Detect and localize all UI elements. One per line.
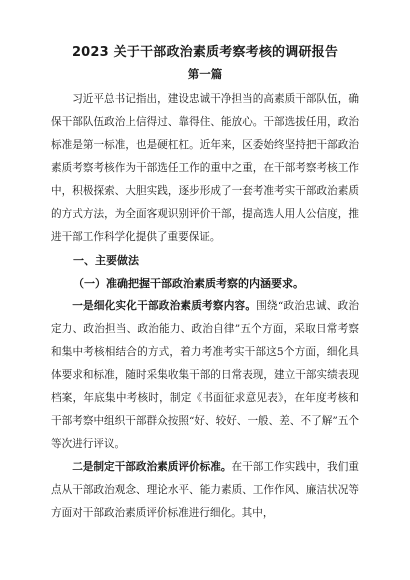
paragraph-lead: 一是细化实化干部政治素质考察内容。 [72,300,257,312]
paragraph-body: 围绕“政治忠诚、政治定力、政治担当、政治能力、政治自律”五个方面，采取日常考察和集中考核相结合的方式，着力考准考实干部这5个方面，细化具体要求和标准，随时采集收集干部的日常表现，建立干部实绩表现档案，年底集中考核时，制定《书面征求意见表》，在年度考核和干部考察中组织干部群众按照“好、较好、一般、差、不了解”五个等次进行评议。 [51,300,360,450]
paragraph-evaluation-standard [51,456,359,525]
document-subtitle: 第一篇 [187,67,223,81]
document-title: 2023 关于干部政治素质考察考核的调研报告 [71,45,339,60]
intro-paragraph: 习近平总书记指出，建设忠诚干净担当的高素质干部队伍，确保干部队伍政治上信得过、靠得住、能放心。干部选拔任用，政治标准是第一标准，也是硬杠杠。近年来，区委始终坚持把干部政治素质考察考核作为干部选任工作的重中之重，在干部考察考核工作中，积极探索、大胆实践，逐步形成了一套考准考实干部政治素质的方式方法，为全面客观识别评价干部，提高选人用人公信度，推进干部工作科学化提供了重要保证。 [51,93,359,243]
paragraph-content-detail [51,295,359,456]
subsection-heading: （一）准确把握干部政治素质考察的内涵要求。 [73,277,304,290]
paragraph-body: 在干部工作实践中，我们重点从干部政治观念、理论水平、能力素质、工作作风、廉洁状况等方面对干部政治素质评价标准进行细化。其中， [51,461,360,519]
section-heading: 一、主要做法 [73,254,139,267]
paragraph-lead: 二是制定干部政治素质评价标准。 [72,461,232,473]
